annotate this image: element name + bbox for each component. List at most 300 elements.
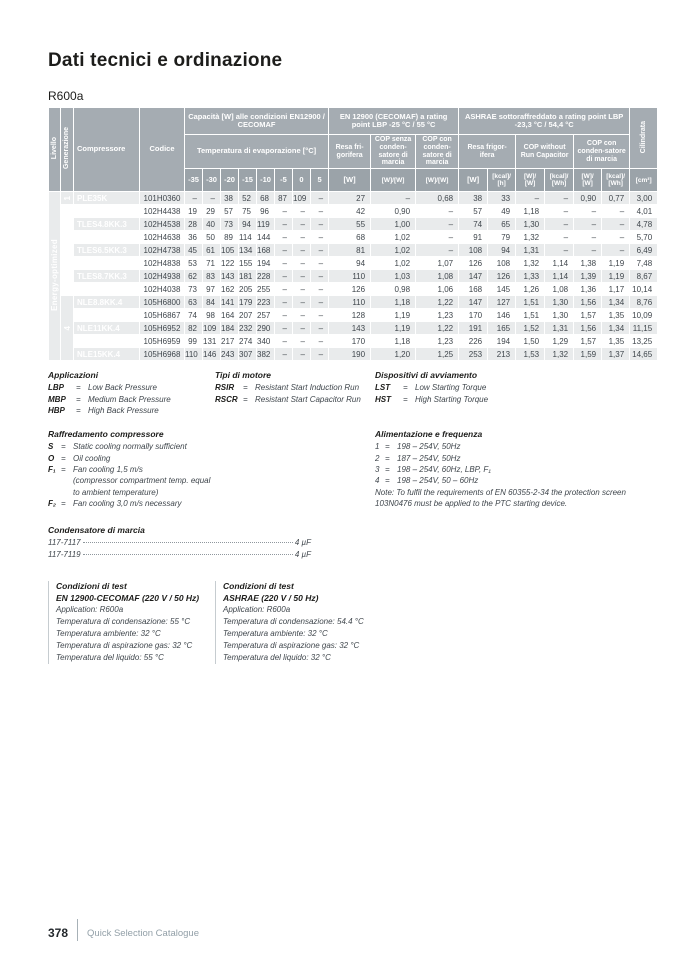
capacity-value: 53 xyxy=(185,257,203,270)
capacity-value: – xyxy=(293,283,311,296)
equals-sign: = xyxy=(403,394,408,404)
legend-definition: Resistant Start Induction Run xyxy=(255,383,360,393)
test-condition-line: Temperatura di aspirazione gas: 32 °C xyxy=(223,641,360,651)
en-rating-value: 94 xyxy=(329,257,371,270)
ashrae-rating-value: 1,35 xyxy=(602,309,630,322)
displacement-value: 14,65 xyxy=(630,348,658,361)
legend-term: RSCR xyxy=(215,394,238,404)
displacement-value: 10,14 xyxy=(630,283,658,296)
en-rating-value: 190 xyxy=(329,348,371,361)
ashrae-rating-value: 0,90 xyxy=(574,192,602,205)
equals-sign: = xyxy=(385,476,390,486)
legend-item xyxy=(375,464,657,475)
temp-tick: -30 xyxy=(203,169,221,192)
header-en-group: EN 12900 (CECOMAF) a rating point LBP -25 °C / 55 °C xyxy=(329,108,459,135)
capacity-value: 89 xyxy=(221,231,239,244)
capacity-value: 61 xyxy=(203,244,221,257)
en-rating-value: 143 xyxy=(329,322,371,335)
compressor-code: 102H4438 xyxy=(140,205,185,218)
capacity-value: 255 xyxy=(257,283,275,296)
legend-definition: Resistant Start Capacitor Run xyxy=(255,394,361,404)
ashrae-rating-value: 1,32 xyxy=(516,257,545,270)
test-conditions-box xyxy=(215,581,382,664)
compressor-name: NLE8.8KK.4 xyxy=(74,296,140,309)
header-codice: Codice xyxy=(140,108,185,192)
test-condition-line: Temperatura del liquido: 55 °C xyxy=(56,653,164,663)
equals-sign: = xyxy=(243,383,248,393)
en-rating-value: – xyxy=(416,231,459,244)
capacity-value: 146 xyxy=(203,348,221,361)
capacity-value: 274 xyxy=(239,335,257,348)
en-rating-value: 110 xyxy=(329,296,371,309)
dotted-leader xyxy=(83,554,293,555)
capacity-value: 84 xyxy=(203,296,221,309)
temp-tick: -15 xyxy=(239,169,257,192)
en-rating-value: 1,00 xyxy=(371,218,416,231)
capacity-value: 207 xyxy=(239,309,257,322)
ashrae-rating-value: 1,31 xyxy=(516,244,545,257)
compressor-code: 102H4838 xyxy=(140,257,185,270)
table-header xyxy=(49,108,658,192)
legend-list xyxy=(48,382,215,416)
capacity-value: – xyxy=(293,205,311,218)
capacity-value: – xyxy=(293,231,311,244)
legend-section-title: Tipi di motore xyxy=(215,370,272,381)
ashrae-rating-value: 65 xyxy=(488,218,516,231)
legend-list xyxy=(375,382,657,405)
legend-term: RSIR xyxy=(215,383,235,393)
compressor-name: TLES4KK.3 xyxy=(74,205,140,218)
ashrae-rating-value: 1,56 xyxy=(574,296,602,309)
capacity-value: 141 xyxy=(221,296,239,309)
footer-divider xyxy=(77,919,78,941)
capacity-value: – xyxy=(293,218,311,231)
legend-definition: Medium Back Pressure xyxy=(88,394,171,404)
test-condition-line: Application: R600a xyxy=(223,605,291,615)
en-rating-value: 1,08 xyxy=(416,270,459,283)
test-condition-line: Temperatura ambiente: 32 °C xyxy=(56,629,161,639)
capacity-value: – xyxy=(275,244,293,257)
ashrae-rating-value: 1,59 xyxy=(574,348,602,361)
legend-definition: Static cooling normally sufficient xyxy=(73,442,187,452)
table-row xyxy=(49,283,658,296)
compressor-code: 102H4038 xyxy=(140,283,185,296)
ashrae-rating-value: 226 xyxy=(459,335,488,348)
header-ashrae-cop-without: COP without Run Capacitor xyxy=(516,135,574,169)
capacity-value: – xyxy=(311,192,329,205)
en-rating-value: 128 xyxy=(329,309,371,322)
table-row xyxy=(49,231,658,244)
compressor-code: 101H0360 xyxy=(140,192,185,205)
test-conditions xyxy=(48,581,657,664)
legend-definition: Oil cooling xyxy=(73,453,111,463)
ashrae-rating-value: 1,30 xyxy=(516,218,545,231)
capacity-value: – xyxy=(293,322,311,335)
compressor-name: TLES5.7KK.3 xyxy=(74,231,140,244)
ashrae-rating-value: 147 xyxy=(459,270,488,283)
en-rating-value: 1,03 xyxy=(371,270,416,283)
capacity-value: – xyxy=(311,218,329,231)
temp-tick: -5 xyxy=(275,169,293,192)
capacity-value: 155 xyxy=(239,257,257,270)
en-rating-value: – xyxy=(416,218,459,231)
legend-term: LBP xyxy=(48,383,64,393)
legend-section-title: Applicazioni xyxy=(48,370,99,381)
legend-term: S xyxy=(48,442,54,452)
capacity-value: 162 xyxy=(221,283,239,296)
capacity-value: 87 xyxy=(275,192,293,205)
compressor-name: TLES10KK.3 xyxy=(74,283,140,296)
ashrae-rating-value: 1,32 xyxy=(545,348,574,361)
capacity-value: 68 xyxy=(257,192,275,205)
compressor-name: NLE13KK.4 xyxy=(74,335,140,348)
capacity-value: 122 xyxy=(221,257,239,270)
compressor-code: 105H6867 xyxy=(140,309,185,322)
capacity-value: – xyxy=(275,231,293,244)
legend-term: HBP xyxy=(48,406,65,416)
en-rating-value: 0,90 xyxy=(371,205,416,218)
ashrae-rating-value: 1,30 xyxy=(545,309,574,322)
capacity-value: 28 xyxy=(185,218,203,231)
compressor-code: 105H6959 xyxy=(140,335,185,348)
legend-raffreddamento xyxy=(48,429,215,509)
legend-item-note: (compressor compartment temp. equal to ambient temperature) xyxy=(73,476,211,497)
compressor-name: TLES7.5KK.3 xyxy=(74,257,140,270)
capacity-value: – xyxy=(311,205,329,218)
capacity-value: – xyxy=(275,335,293,348)
capacity-value: – xyxy=(311,335,329,348)
capacity-value: 164 xyxy=(221,309,239,322)
generation-cell xyxy=(61,192,74,205)
unit-label: [W]/[W] xyxy=(371,169,416,192)
legend-item xyxy=(215,394,375,405)
ashrae-rating-value: 1,56 xyxy=(574,322,602,335)
capacity-value: 36 xyxy=(185,231,203,244)
table-row xyxy=(49,205,658,218)
equals-sign: = xyxy=(61,499,66,509)
ashrae-rating-value: 49 xyxy=(488,205,516,218)
ashrae-rating-value: 1,33 xyxy=(516,270,545,283)
equals-sign: = xyxy=(76,406,81,416)
en-rating-value: 55 xyxy=(329,218,371,231)
compressor-code: 102H4938 xyxy=(140,270,185,283)
displacement-value: 7,48 xyxy=(630,257,658,270)
equals-sign: = xyxy=(243,394,248,404)
capacity-value: – xyxy=(311,296,329,309)
capacity-value: 134 xyxy=(239,244,257,257)
ashrae-rating-value: – xyxy=(574,218,602,231)
capacity-value: – xyxy=(311,283,329,296)
en-rating-value: 1,22 xyxy=(416,322,459,335)
legend-definition: 198 – 254V, 60Hz, LBP, F₁ xyxy=(397,465,491,475)
page-number: 378 xyxy=(48,926,69,940)
compressor-code: 105H6800 xyxy=(140,296,185,309)
en-rating-value: – xyxy=(416,205,459,218)
ashrae-rating-value: – xyxy=(602,218,630,231)
ashrae-rating-value: 1,51 xyxy=(516,309,545,322)
capacity-value: – xyxy=(275,322,293,335)
test-box-standard: EN 12900-CECOMAF (220 V / 50 Hz) xyxy=(56,592,200,603)
header-generazione-label: Generazione xyxy=(63,127,71,170)
generation-cell xyxy=(61,205,74,296)
capacity-value: – xyxy=(293,335,311,348)
ashrae-rating-value: 1,18 xyxy=(516,205,545,218)
test-box-title: Condizioni di test xyxy=(56,581,127,592)
capacity-value: – xyxy=(293,296,311,309)
capacity-value: – xyxy=(275,348,293,361)
header-generazione xyxy=(61,108,74,192)
capacity-value: – xyxy=(275,296,293,309)
ashrae-rating-value: 213 xyxy=(488,348,516,361)
equals-sign: = xyxy=(76,394,81,404)
temp-tick: 5 xyxy=(311,169,329,192)
table-row xyxy=(49,309,658,322)
capacity-value: – xyxy=(311,231,329,244)
displacement-value: 8,67 xyxy=(630,270,658,283)
temp-tick: -20 xyxy=(221,169,239,192)
header-cilindrata xyxy=(630,108,658,169)
equals-sign: = xyxy=(61,453,66,463)
header-en-cop-senza: COP senza conden-satore di marcia xyxy=(371,135,416,169)
unit-label: [W]/ [W] xyxy=(574,169,602,192)
ashrae-rating-value: 191 xyxy=(459,322,488,335)
ashrae-rating-value: 79 xyxy=(488,231,516,244)
capacity-value: 74 xyxy=(185,309,203,322)
capacity-value: 110 xyxy=(185,348,203,361)
capacitor-value: 4 µF xyxy=(294,549,311,559)
table-row xyxy=(49,296,658,309)
displacement-value: 4,01 xyxy=(630,205,658,218)
header-en-cop-con: COP con conden-satore di marcia xyxy=(416,135,459,169)
displacement-value: 10,09 xyxy=(630,309,658,322)
capacity-value: 257 xyxy=(257,309,275,322)
ashrae-rating-value: 1,19 xyxy=(602,257,630,270)
legend-item xyxy=(48,498,215,509)
compressor-name: TLES6.5KK.3 xyxy=(74,244,140,257)
capacity-value: 194 xyxy=(257,257,275,270)
capacity-value: – xyxy=(311,309,329,322)
displacement-value: 5,70 xyxy=(630,231,658,244)
legend-term: F₁ xyxy=(48,465,56,475)
en-rating-value: 1,19 xyxy=(371,309,416,322)
legend-list xyxy=(215,382,375,405)
table-row xyxy=(49,192,658,205)
page-title: Dati tecnici e ordinazione xyxy=(48,50,283,71)
ashrae-rating-value: 1,31 xyxy=(545,322,574,335)
compressor-code: 105H6952 xyxy=(140,322,185,335)
capacity-value: 243 xyxy=(221,348,239,361)
generation-number: 3 xyxy=(62,248,72,253)
capacity-value: 143 xyxy=(221,270,239,283)
ashrae-rating-value: 1,50 xyxy=(516,335,545,348)
compressor-name: PLE35K xyxy=(74,192,140,205)
legend-list xyxy=(375,441,657,486)
en-rating-value: 1,19 xyxy=(371,322,416,335)
ashrae-rating-value: 1,17 xyxy=(602,283,630,296)
test-condition-line: Temperatura ambiente: 32 °C xyxy=(223,629,328,639)
en-rating-value: 1,02 xyxy=(371,244,416,257)
legend xyxy=(48,370,657,509)
header-ashrae-group: ASHRAE sottoraffreddato a rating point LBP -23,3 °C / 54,4 °C xyxy=(459,108,630,135)
ashrae-rating-value: 147 xyxy=(459,296,488,309)
legend-definition: Fan cooling 1,5 m/s xyxy=(73,465,143,475)
capacity-value: 223 xyxy=(257,296,275,309)
equals-sign: = xyxy=(403,383,408,393)
ashrae-rating-value: 1,34 xyxy=(602,322,630,335)
legend-term: O xyxy=(48,453,55,463)
capacity-value: 109 xyxy=(293,192,311,205)
table-row xyxy=(49,218,658,231)
compressor-code: 102H4638 xyxy=(140,231,185,244)
legend-term: 1 xyxy=(375,442,380,452)
displacement-value: 11,15 xyxy=(630,322,658,335)
legend-term: LST xyxy=(375,383,391,393)
capacitor-line xyxy=(48,549,311,561)
condensatore-lines xyxy=(48,537,311,562)
test-condition-line: Temperatura di condensazione: 55 °C xyxy=(56,617,191,627)
capacity-value: 29 xyxy=(203,205,221,218)
header-en-resa: Resa fri-gorifera xyxy=(329,135,371,169)
ashrae-rating-value: 108 xyxy=(488,257,516,270)
ashrae-rating-value: 194 xyxy=(488,335,516,348)
ashrae-rating-value: 1,30 xyxy=(545,296,574,309)
displacement-value: 8,76 xyxy=(630,296,658,309)
displacement-value: 13,25 xyxy=(630,335,658,348)
table-row xyxy=(49,335,658,348)
ashrae-rating-value: 1,29 xyxy=(545,335,574,348)
capacity-value: – xyxy=(275,270,293,283)
header-ashrae-cop-con: COP con conden-satore di marcia xyxy=(574,135,630,169)
ashrae-rating-value: – xyxy=(602,244,630,257)
generation-number: 1 xyxy=(62,196,72,201)
legend-term: HST xyxy=(375,394,391,404)
legend-item xyxy=(48,464,215,475)
ashrae-rating-value: 94 xyxy=(488,244,516,257)
ashrae-rating-value: 38 xyxy=(459,192,488,205)
test-box-standard: ASHRAE (220 V / 50 Hz) xyxy=(223,592,319,603)
capacity-value: 184 xyxy=(221,322,239,335)
header-temp-label: Temperatura di evaporazione [°C] xyxy=(185,135,329,169)
capacity-value: 179 xyxy=(239,296,257,309)
table-row xyxy=(49,348,658,361)
capacity-value: – xyxy=(293,244,311,257)
ashrae-rating-value: 1,32 xyxy=(516,231,545,244)
ashrae-rating-value: 0,77 xyxy=(602,192,630,205)
livello-group-label: Energy-optimized xyxy=(50,239,59,312)
unit-label: [kcal]/ [Wh] xyxy=(545,169,574,192)
capacity-value: – xyxy=(311,244,329,257)
capacity-value: – xyxy=(311,270,329,283)
ashrae-rating-value: 253 xyxy=(459,348,488,361)
unit-label: [W]/[W] xyxy=(416,169,459,192)
en-rating-value: 1,23 xyxy=(416,309,459,322)
table-row xyxy=(49,270,658,283)
ashrae-rating-value: 1,39 xyxy=(574,270,602,283)
header-livello xyxy=(49,108,61,192)
ashrae-rating-value: 1,51 xyxy=(516,296,545,309)
displacement-value: 4,78 xyxy=(630,218,658,231)
ashrae-rating-value: 1,57 xyxy=(574,335,602,348)
legend-definition: High Back Pressure xyxy=(88,406,159,416)
legend-definition: Low Starting Torque xyxy=(415,383,487,393)
ashrae-rating-value: – xyxy=(545,192,574,205)
capacity-value: 97 xyxy=(203,283,221,296)
generation-number: 4 xyxy=(62,326,72,331)
ashrae-rating-value: 1,14 xyxy=(545,257,574,270)
unit-label: [W]/ [W] xyxy=(516,169,545,192)
test-condition-line: Application: R600a xyxy=(56,605,124,615)
capacity-value: 228 xyxy=(257,270,275,283)
en-rating-value: 27 xyxy=(329,192,371,205)
capacity-value: 50 xyxy=(203,231,221,244)
ashrae-rating-value: 1,53 xyxy=(516,348,545,361)
en-rating-value: 1,02 xyxy=(371,257,416,270)
displacement-value: 3,00 xyxy=(630,192,658,205)
capacity-value: 83 xyxy=(203,270,221,283)
en-rating-value: 126 xyxy=(329,283,371,296)
capacity-value: 307 xyxy=(239,348,257,361)
ashrae-rating-value: 57 xyxy=(459,205,488,218)
ashrae-rating-value: 1,34 xyxy=(602,296,630,309)
capacity-value: – xyxy=(293,309,311,322)
equals-sign: = xyxy=(61,465,66,475)
en-rating-value: – xyxy=(416,244,459,257)
capacity-value: 205 xyxy=(239,283,257,296)
en-rating-value: 0,98 xyxy=(371,283,416,296)
capacitor-code: 117-7119 xyxy=(48,549,81,559)
ashrae-rating-value: 145 xyxy=(488,283,516,296)
equals-sign: = xyxy=(76,383,81,393)
ashrae-rating-value: – xyxy=(602,205,630,218)
test-conditions-box xyxy=(48,581,215,664)
ashrae-rating-value: 33 xyxy=(488,192,516,205)
compressor-code: 102H4538 xyxy=(140,218,185,231)
capacitor-code: 117-7117 xyxy=(48,537,81,547)
header-cilindrata-label: Cilindrata xyxy=(639,120,647,153)
capacity-value: 105 xyxy=(221,244,239,257)
en-rating-value: 1,25 xyxy=(416,348,459,361)
ashrae-rating-value: 108 xyxy=(459,244,488,257)
ashrae-rating-value: 126 xyxy=(488,270,516,283)
compressor-name: NLE15KK.4 xyxy=(74,348,140,361)
legend-tipi-motore xyxy=(215,370,375,416)
equals-sign: = xyxy=(385,465,390,475)
capacity-value: – xyxy=(185,192,203,205)
header-capacita-group: Capacità [W] alle condizioni EN12900 / CECOMAF xyxy=(185,108,329,135)
test-condition-line: Temperatura del liquido: 32 °C xyxy=(223,653,331,663)
legend-item xyxy=(375,394,657,405)
en-rating-value: 1,06 xyxy=(416,283,459,296)
ashrae-rating-value: 165 xyxy=(488,322,516,335)
capacity-value: 40 xyxy=(203,218,221,231)
generation-cell xyxy=(61,296,74,361)
dotted-leader xyxy=(83,542,293,543)
ashrae-rating-value: 1,38 xyxy=(574,257,602,270)
capacitor-line xyxy=(48,537,311,549)
legend-item xyxy=(48,405,215,416)
unit-label: [kcal]/ [Wh] xyxy=(602,169,630,192)
legend-section-title: Alimentazione e frequenza xyxy=(375,429,483,440)
equals-sign: = xyxy=(385,453,390,463)
technical-data-table xyxy=(48,107,658,361)
legend-item xyxy=(48,394,215,405)
en-rating-value: 1,02 xyxy=(371,231,416,244)
capacity-value: 168 xyxy=(257,244,275,257)
capacity-value: – xyxy=(275,309,293,322)
capacity-value: – xyxy=(311,322,329,335)
ashrae-rating-value: 1,57 xyxy=(574,309,602,322)
capacity-value: 382 xyxy=(257,348,275,361)
